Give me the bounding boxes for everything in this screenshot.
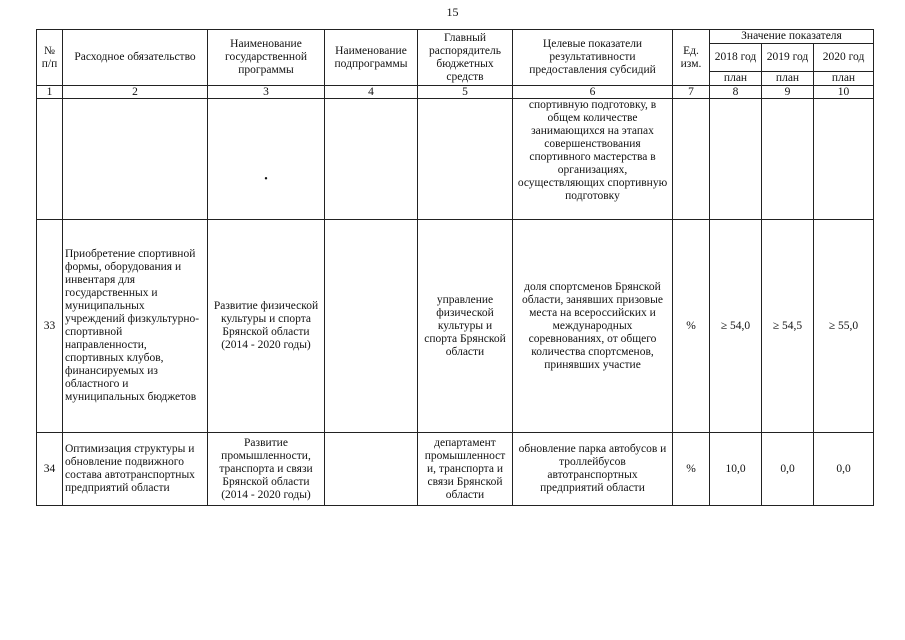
header-year-2018: 2018 год [710,44,762,72]
row-num [37,99,63,220]
row-num: 34 [37,433,63,506]
row-indicator: доля спортсменов Брянской области, занявших призовые места на всероссийских и международных соревнованиях, от общего количества спортсменов, принявших участие [513,220,673,433]
row-obligation: Приобретение спортивной формы, оборудования и инвентаря для государственных и муниципальных учреждений физкультурно-спортивной направленности, спортивных клубов, финансируемых из областного и муниципальных бюджетов [63,220,208,433]
table-row [37,220,874,433]
column-number: 5 [418,86,513,99]
column-number: 4 [325,86,418,99]
row-program [208,99,325,220]
row-value-2019: ≥ 54,5 [762,220,814,433]
table-row [37,99,874,220]
row-value-2019: 0,0 [762,433,814,506]
row-num: 33 [37,220,63,433]
row-unit: % [673,433,710,506]
row-value-2018: ≥ 54,0 [710,220,762,433]
row-value-2020: 0,0 [814,433,874,506]
header-plan-2020: план [814,72,874,86]
row-subprogram [325,99,418,220]
header-year-2019: 2019 год [762,44,814,72]
row-unit: % [673,220,710,433]
row-manager [418,99,513,220]
row-manager: департамент промышленност и, транспорта и связи Брянской области [418,433,513,506]
row-subprogram [325,220,418,433]
column-number: 10 [814,86,874,99]
header-value-group: Значение показателя [710,30,874,44]
column-number-row [37,86,874,99]
row-obligation [63,99,208,220]
row-unit [673,99,710,220]
table-row [37,433,874,506]
row-value-2018: 10,0 [710,433,762,506]
column-number: 2 [63,86,208,99]
column-number: 9 [762,86,814,99]
row-value-2019 [762,99,814,220]
header-plan-2018: план [710,72,762,86]
header-row [37,30,874,44]
row-program: Развитие физической культуры и спорта Брянской области (2014 - 2020 годы) [208,220,325,433]
row-value-2018 [710,99,762,220]
header-indicators: Целевые показатели результативности предоставления субсидий [513,30,673,86]
header-num: № п/п [37,30,63,86]
row-manager: управление физической культуры и спорта Брянской области [418,220,513,433]
column-number: 7 [673,86,710,99]
row-value-2020: ≥ 55,0 [814,220,874,433]
dot-mark: • [264,173,268,185]
column-number: 8 [710,86,762,99]
header-program: Наименование государственной программы [208,30,325,86]
row-value-2020 [814,99,874,220]
header-year-2020: 2020 год [814,44,874,72]
header-subprogram: Наименование подпрограммы [325,30,418,86]
targets-table [36,29,874,506]
page-number: 15 [446,5,459,19]
row-subprogram [325,433,418,506]
header-unit: Ед. изм. [673,30,710,86]
row-program: Развитие промышленности, транспорта и связи Брянской области (2014 - 2020 годы) [208,433,325,506]
column-number: 1 [37,86,63,99]
header-manager: Главный распорядитель бюджетных средств [418,30,513,86]
row-indicator: спортивную подготовку, в общем количестве занимающихся на этапах совершенствования спортивного мастерства в организациях, осуществляющих спортивную подготовку [513,99,673,220]
column-number: 3 [208,86,325,99]
header-obligation: Расходное обязательство [63,30,208,86]
row-indicator: обновление парка автобусов и троллейбусов автотранспортных предприятий области [513,433,673,506]
header-plan-2019: план [762,72,814,86]
column-number: 6 [513,86,673,99]
row-obligation: Оптимизация структуры и обновление подвижного состава автотранспортных предприятий области [63,433,208,506]
